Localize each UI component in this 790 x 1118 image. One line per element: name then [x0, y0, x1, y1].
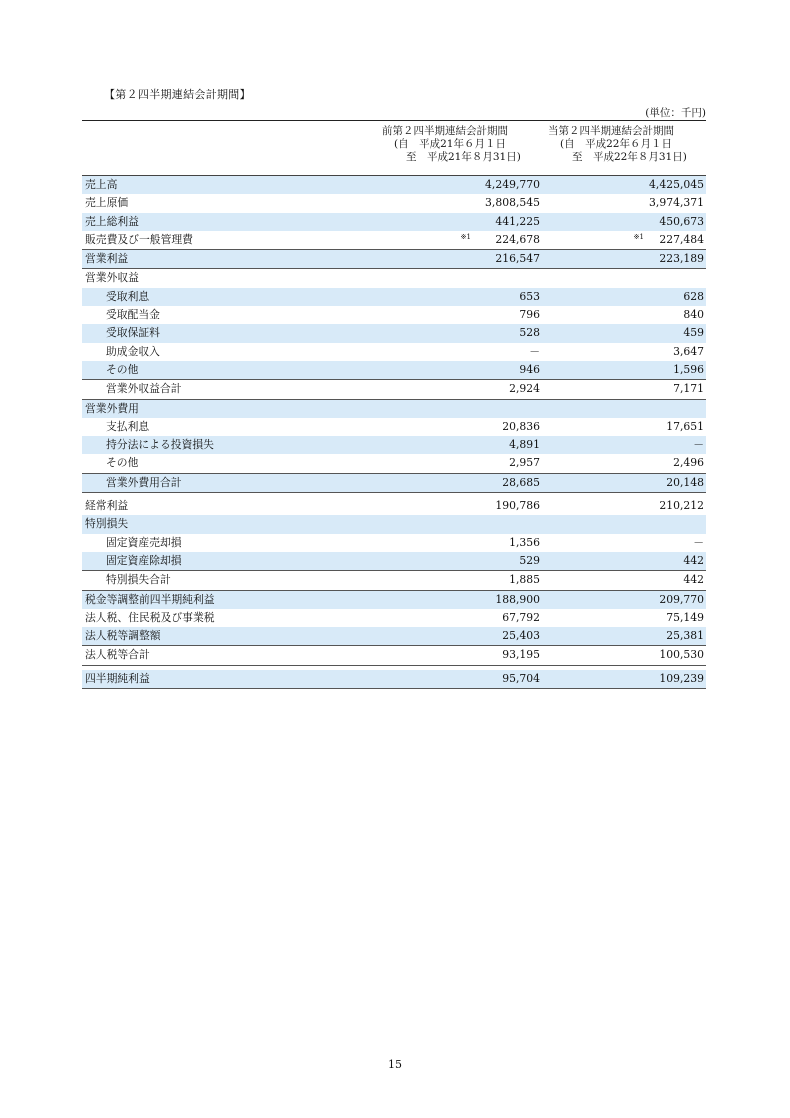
current-period-value: 100,530	[659, 648, 704, 662]
table-row	[82, 670, 706, 689]
current-period-value: 25,381	[666, 629, 704, 643]
table-header	[82, 120, 706, 176]
current-period-value: 109,239	[659, 671, 704, 685]
row-label: 受取配当金	[106, 308, 160, 322]
previous-period-value: 224,678	[495, 232, 540, 246]
previous-period-value: 216,547	[495, 252, 540, 266]
previous-period-value: 190,786	[495, 499, 540, 513]
current-period-value: 2,496	[673, 456, 704, 470]
current-period-value: 20,148	[666, 475, 704, 489]
row-label: 四半期純利益	[85, 671, 150, 685]
previous-period-value: 796	[519, 308, 540, 322]
current-period-value: 3,647	[673, 344, 704, 358]
previous-period-value: 1,885	[509, 573, 540, 587]
row-label: 受取利息	[106, 289, 150, 303]
previous-period-value: 4,891	[509, 438, 540, 452]
current-period-value: 227,484	[659, 232, 704, 246]
previous-period-value: 28,685	[502, 475, 540, 489]
row-label: 営業外費用	[85, 401, 139, 415]
previous-period-value: 95,704	[502, 671, 540, 685]
table-row	[82, 176, 706, 194]
income-statement-table	[82, 120, 706, 689]
table-row	[82, 645, 706, 665]
column-title: 前第２四半期連結会計期間	[382, 125, 508, 137]
table-row	[82, 343, 706, 361]
current-period-value: 209,770	[659, 592, 704, 606]
row-label: 法人税等調整額	[85, 629, 161, 643]
current-period-value: 442	[683, 553, 704, 567]
current-period-value: 840	[683, 308, 704, 322]
row-label: 販売費及び一般管理費	[85, 232, 193, 246]
table-row	[82, 288, 706, 306]
page-number: 15	[388, 1058, 402, 1071]
current-period-value: －	[693, 438, 704, 452]
column-header-previous	[382, 125, 552, 164]
table-row	[82, 454, 706, 472]
row-label: 法人税等合計	[85, 648, 150, 662]
row-label: 営業利益	[85, 252, 129, 266]
current-period-value: 442	[683, 573, 704, 587]
table-row	[82, 231, 706, 249]
table-row	[82, 473, 706, 493]
previous-period-value: 93,195	[502, 648, 540, 662]
previous-period-value: 1,356	[509, 535, 540, 549]
current-period-value: 628	[683, 289, 704, 303]
row-label: 支払利息	[106, 419, 150, 433]
row-label: 受取保証料	[106, 326, 160, 340]
row-label: 売上高	[85, 178, 118, 191]
table-row	[82, 627, 706, 645]
row-label: 営業外費用合計	[106, 475, 182, 489]
current-period-value: 1,596	[673, 362, 704, 376]
previous-period-value: 67,792	[502, 610, 540, 624]
previous-period-value: 4,249,770	[485, 178, 540, 191]
table-row	[82, 379, 706, 399]
previous-period-value: －	[529, 344, 540, 358]
current-period-value: 3,974,371	[649, 196, 704, 210]
row-label: 売上原価	[85, 196, 129, 210]
table-row	[82, 361, 706, 379]
table-row	[82, 400, 706, 418]
row-label: 法人税、住民税及び事業税	[85, 610, 215, 624]
current-period-value: 4,425,045	[649, 178, 704, 191]
previous-period-value: 2,957	[509, 456, 540, 470]
column-title: 当第２四半期連結会計期間	[548, 125, 674, 137]
row-label: その他	[106, 456, 139, 470]
row-label: 営業外収益	[85, 271, 139, 285]
previous-period-value: 529	[519, 553, 540, 567]
previous-period-value: 441,225	[495, 214, 540, 228]
previous-period-value: 3,808,545	[485, 196, 540, 210]
period-end: 至 平成21年８月31日)	[406, 151, 521, 163]
previous-period-value: 188,900	[495, 592, 540, 606]
previous-period-value: 25,403	[502, 629, 540, 643]
table-row	[82, 570, 706, 590]
previous-period-value: 2,924	[509, 382, 540, 396]
current-period-value: 450,673	[659, 214, 704, 228]
table-row	[82, 306, 706, 324]
row-label: その他	[106, 362, 139, 376]
table-row	[82, 418, 706, 436]
table-row	[82, 515, 706, 533]
table-row	[82, 552, 706, 570]
current-period-value: 210,212	[659, 499, 704, 513]
previous-period-value: 528	[519, 326, 540, 340]
row-label: 特別損失	[85, 517, 129, 531]
current-period-value: 7,171	[673, 382, 704, 396]
row-label: 助成金収入	[106, 344, 160, 358]
section-title: 【第２四半期連結会計期間】	[104, 88, 251, 101]
footnote-marker: ※1	[633, 232, 644, 241]
table-row	[82, 534, 706, 552]
row-label: 固定資産除却損	[106, 553, 182, 567]
table-row	[82, 591, 706, 609]
table-row	[82, 269, 706, 287]
table-row	[82, 609, 706, 627]
previous-period-value: 946	[519, 362, 540, 376]
column-header-current	[548, 125, 718, 164]
row-label: 営業外収益合計	[106, 382, 182, 396]
current-period-value: －	[693, 535, 704, 549]
table-body	[82, 176, 706, 689]
footnote-marker: ※1	[460, 232, 471, 241]
table-row	[82, 194, 706, 212]
current-period-value: 75,149	[666, 610, 704, 624]
row-label: 特別損失合計	[106, 573, 171, 587]
row-label: 持分法による投資損失	[106, 438, 214, 452]
current-period-value: 223,189	[659, 252, 704, 266]
period-start: (自 平成22年６月１日	[560, 138, 672, 150]
row-label: 税金等調整前四半期純利益	[85, 592, 215, 606]
current-period-value: 17,651	[666, 419, 704, 433]
previous-period-value: 20,836	[502, 419, 540, 433]
table-row	[82, 436, 706, 454]
row-label: 固定資産売却損	[106, 535, 182, 549]
table-row	[82, 497, 706, 515]
current-period-value: 459	[683, 326, 704, 340]
previous-period-value: 653	[519, 289, 540, 303]
period-start: (自 平成21年６月１日	[394, 138, 506, 150]
unit-label: (単位：千円)	[645, 107, 706, 119]
row-label: 売上総利益	[85, 214, 139, 228]
table-row	[82, 213, 706, 231]
period-end: 至 平成22年８月31日)	[572, 151, 687, 163]
table-row	[82, 324, 706, 342]
table-row	[82, 249, 706, 269]
row-label: 経常利益	[85, 499, 129, 513]
